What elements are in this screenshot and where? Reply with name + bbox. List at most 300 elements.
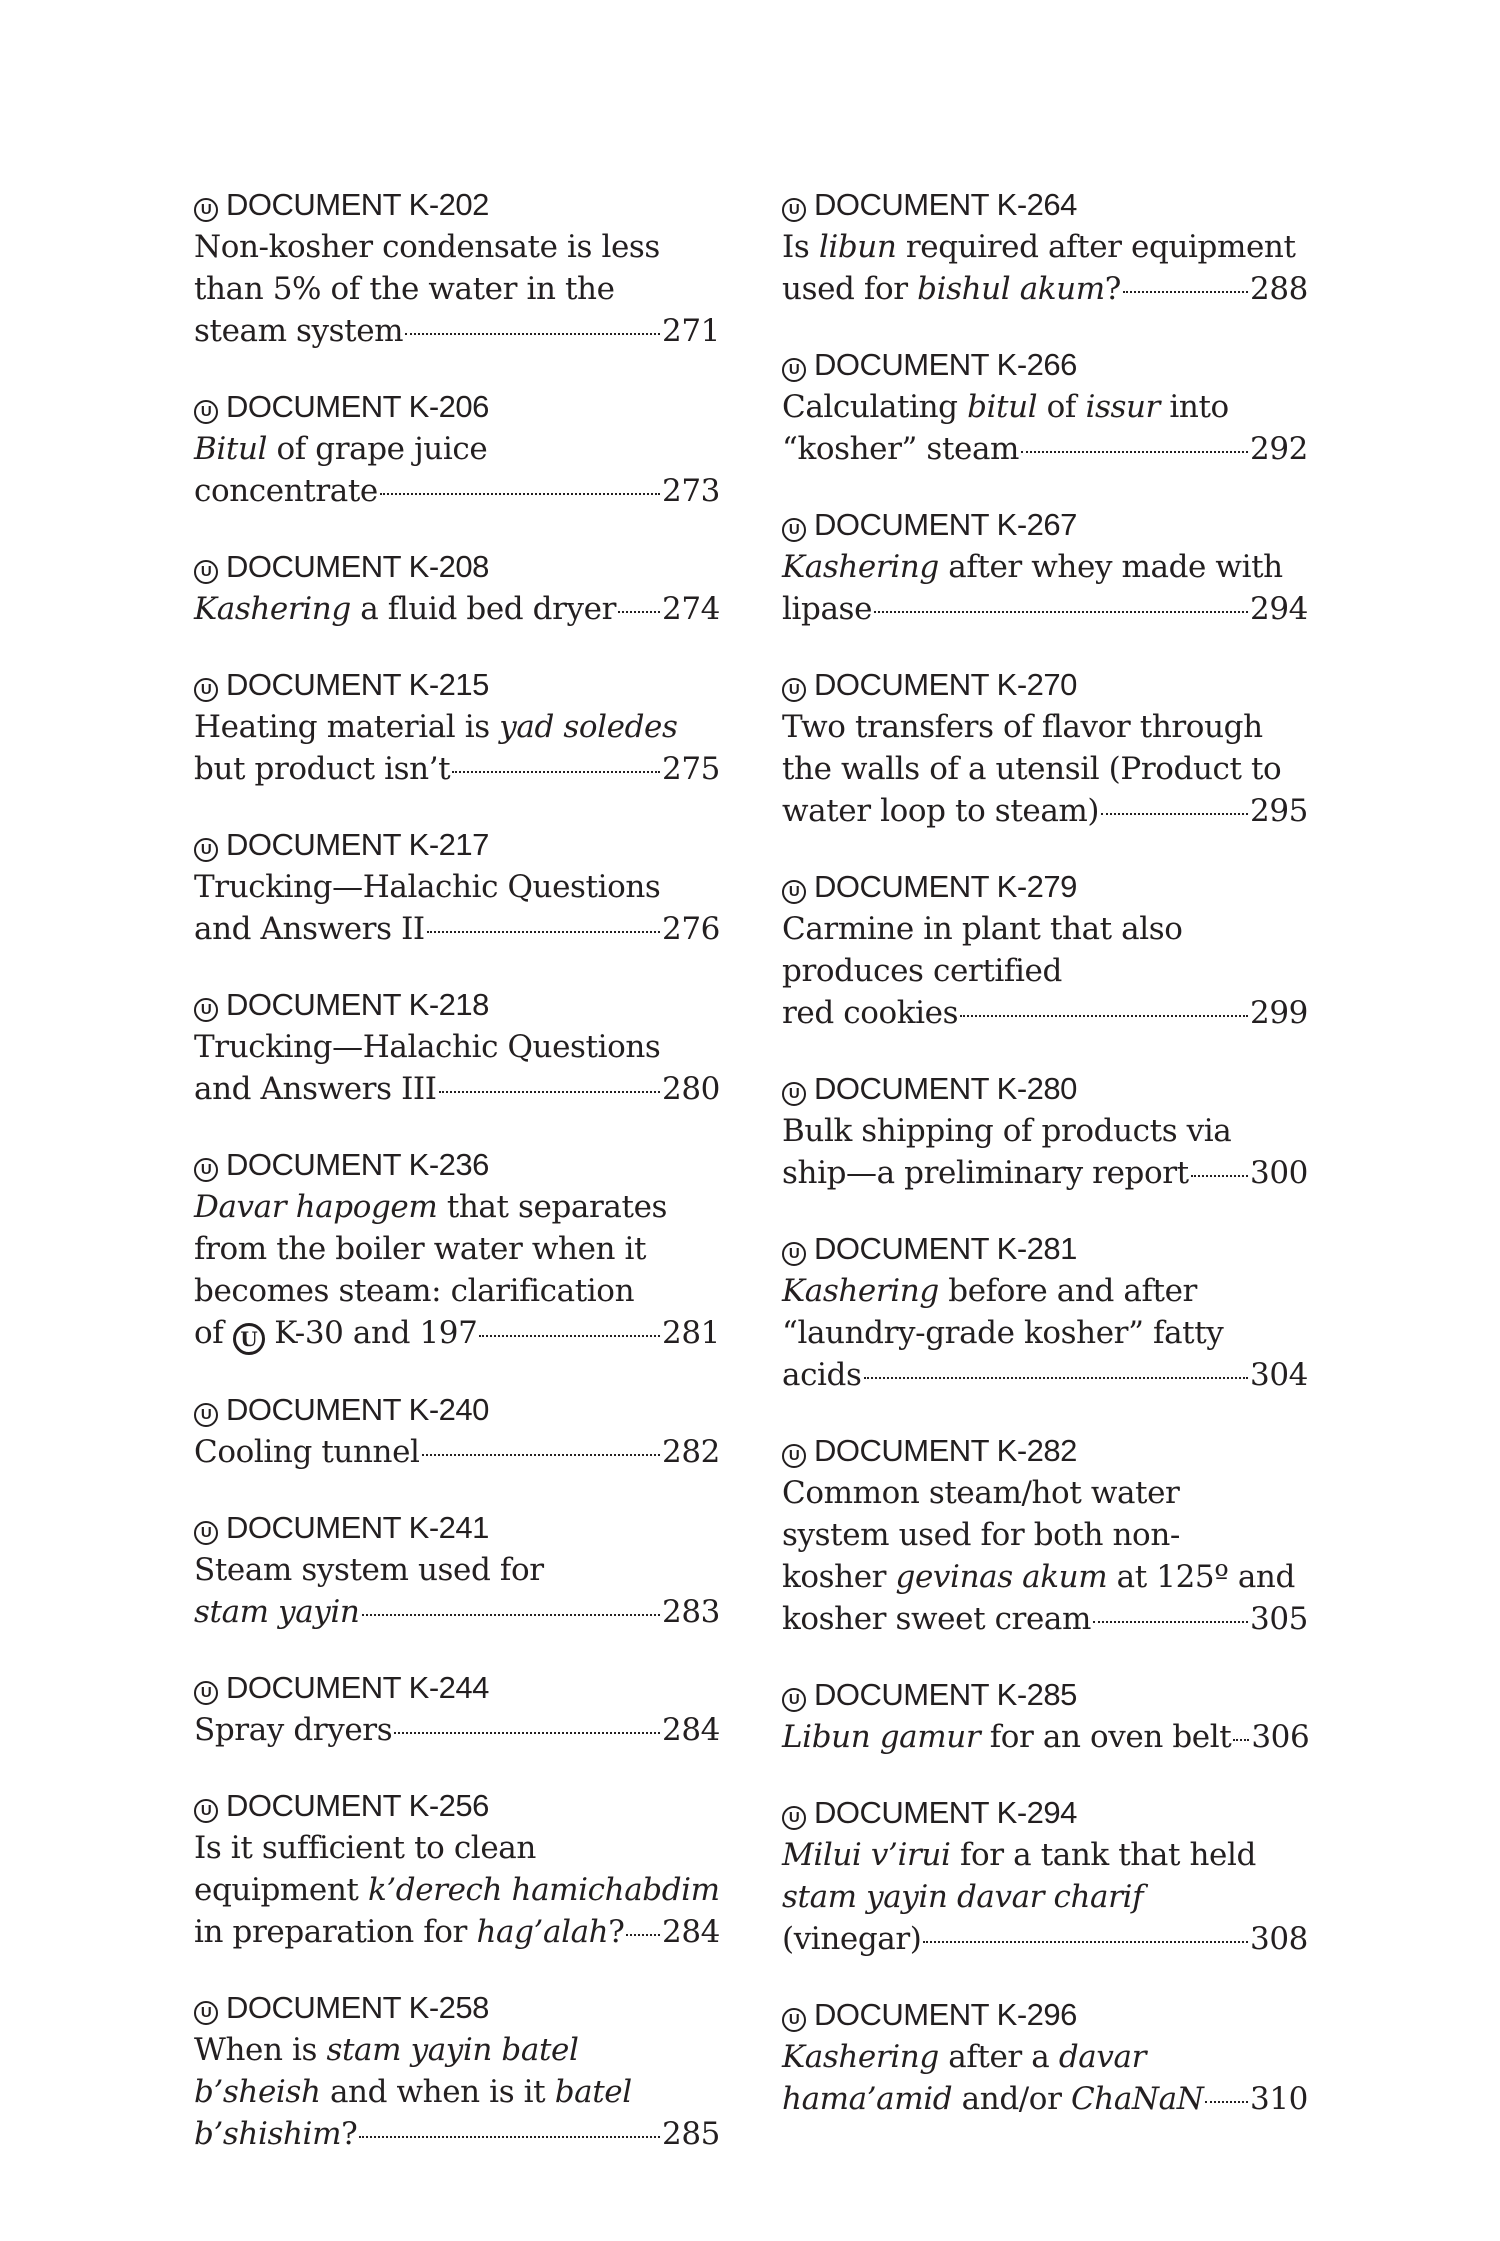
entry-title-text xyxy=(194,588,616,630)
title-segment: after whey made with xyxy=(938,549,1283,585)
page-number: 283 xyxy=(662,1594,720,1630)
title-segment: ? xyxy=(341,2116,358,2152)
entry-title-line xyxy=(782,748,1308,790)
title-segment: produces certified xyxy=(782,953,1062,989)
dot-leader xyxy=(626,1934,660,1936)
entry-title-text xyxy=(782,1918,921,1960)
toc-column-left xyxy=(194,184,720,2189)
italic-term: bishul akum xyxy=(917,271,1105,307)
title-segment: and when is it xyxy=(320,2074,555,2110)
entry-title-text xyxy=(782,790,1099,832)
entry-title-line xyxy=(782,1876,1308,1918)
entry-title-line xyxy=(782,226,1308,268)
page-number: 271 xyxy=(662,313,720,349)
page-number: 288 xyxy=(1250,271,1308,307)
title-segment: ? xyxy=(608,1914,625,1950)
document-number-text: DOCUMENT K-217 xyxy=(226,827,489,862)
entry-title-text xyxy=(194,1431,420,1473)
document-number xyxy=(194,664,720,706)
page-number: 284 xyxy=(662,1712,720,1748)
ou-symbol-icon: U xyxy=(194,1681,218,1705)
italic-term: Milui v’irui xyxy=(782,1837,951,1873)
dot-leader xyxy=(405,333,660,335)
dot-leader xyxy=(1101,813,1248,815)
document-number-text: DOCUMENT K-244 xyxy=(226,1670,489,1705)
toc-entry[interactable] xyxy=(782,344,1308,470)
toc-column-right xyxy=(782,184,1308,2154)
document-number-text: DOCUMENT K-256 xyxy=(226,1788,489,1823)
title-segment: Calculating xyxy=(782,389,968,425)
title-segment: before and after xyxy=(938,1273,1197,1309)
entry-title-text xyxy=(194,470,378,512)
document-number-text: DOCUMENT K-258 xyxy=(226,1990,489,2025)
title-segment: in preparation for xyxy=(194,1914,477,1950)
title-segment: the walls of a utensil (Product to xyxy=(782,751,1282,787)
entry-title-text xyxy=(782,2078,1203,2120)
page-number: 285 xyxy=(662,2116,720,2152)
toc-entry[interactable] xyxy=(194,184,720,352)
toc-entry[interactable] xyxy=(194,1389,720,1473)
dot-leader xyxy=(1021,451,1248,453)
page-number: 273 xyxy=(662,473,720,509)
dot-leader xyxy=(1205,2101,1248,2103)
entry-title-line xyxy=(194,1312,720,1355)
title-segment: into xyxy=(1159,389,1229,425)
entry-title-line xyxy=(782,706,1308,748)
entry-title-line xyxy=(194,866,720,908)
document-number xyxy=(194,386,720,428)
entry-title-line xyxy=(782,1834,1308,1876)
entry-title-line xyxy=(782,2078,1308,2120)
title-segment: Common steam/hot water xyxy=(782,1475,1180,1511)
page-number: 308 xyxy=(1250,1921,1308,1957)
document-number-text: DOCUMENT K-240 xyxy=(226,1392,489,1427)
entry-title-line xyxy=(782,1598,1308,1640)
document-number xyxy=(194,184,720,226)
title-segment: (vinegar) xyxy=(782,1921,922,1957)
italic-term: Kashering xyxy=(194,591,351,627)
document-number xyxy=(782,504,1308,546)
document-number-text: DOCUMENT K-281 xyxy=(814,1231,1077,1266)
title-segment: Two transfers of flavor through xyxy=(782,709,1263,745)
italic-term: stam yayin batel xyxy=(326,2032,579,2068)
italic-term: Kashering xyxy=(782,1273,939,1309)
toc-entry[interactable] xyxy=(782,866,1308,1034)
page-number: 292 xyxy=(1250,431,1308,467)
entry-title-text xyxy=(194,2113,357,2155)
entry-title-line xyxy=(194,2029,720,2071)
ou-symbol-icon: U xyxy=(194,198,218,222)
entry-title-line xyxy=(194,1827,720,1869)
italic-term: issur xyxy=(1085,389,1160,425)
document-number xyxy=(194,1667,720,1709)
entry-title-line xyxy=(782,2036,1308,2078)
ou-symbol-icon: U xyxy=(194,1799,218,1823)
title-segment: When is xyxy=(194,2032,327,2068)
title-segment: lipase xyxy=(782,591,873,627)
page-number: 294 xyxy=(1250,591,1308,627)
toc-entry[interactable] xyxy=(782,664,1308,832)
ou-symbol-icon: U xyxy=(782,1242,806,1266)
italic-term: Libun gamur xyxy=(782,1719,981,1755)
title-segment: for a tank that held xyxy=(950,1837,1256,1873)
toc-entry[interactable] xyxy=(194,664,720,790)
dot-leader xyxy=(960,1015,1248,1017)
dot-leader xyxy=(427,931,660,933)
entry-title-line xyxy=(194,706,720,748)
italic-term: hama’amid xyxy=(782,2081,953,2117)
entry-title-line xyxy=(782,1472,1308,1514)
entry-title-line xyxy=(194,470,720,512)
ou-symbol-icon: U xyxy=(233,1323,265,1355)
title-segment: Carmine in plant that also xyxy=(782,911,1183,947)
document-number xyxy=(194,984,720,1026)
document-number-text: DOCUMENT K-264 xyxy=(814,187,1077,222)
entry-title-line xyxy=(194,226,720,268)
document-number xyxy=(782,1228,1308,1270)
entry-title-line xyxy=(782,1270,1308,1312)
page-number: 305 xyxy=(1250,1601,1308,1637)
toc-entry[interactable] xyxy=(782,184,1308,310)
document-number xyxy=(194,546,720,588)
dot-leader xyxy=(394,1732,660,1734)
document-number-text: DOCUMENT K-270 xyxy=(814,667,1077,702)
entry-title-text xyxy=(782,1598,1091,1640)
title-segment: “laundry-grade kosher” fatty xyxy=(782,1315,1224,1351)
italic-term: b’shishim xyxy=(194,2116,342,2152)
toc-entry[interactable] xyxy=(782,1792,1308,1960)
toc-entry[interactable] xyxy=(782,1674,1308,1758)
title-segment: from the boiler water when it xyxy=(194,1231,647,1267)
document-number xyxy=(194,1507,720,1549)
dot-leader xyxy=(864,1377,1249,1379)
entry-title-line xyxy=(782,428,1308,470)
entry-title-line xyxy=(782,950,1308,992)
title-segment: for an oven belt xyxy=(980,1719,1232,1755)
dot-leader xyxy=(422,1454,660,1456)
page-number: 281 xyxy=(662,1315,720,1351)
italic-term: bitul xyxy=(967,389,1038,425)
entry-title-line xyxy=(782,1918,1308,1960)
document-number-text: DOCUMENT K-267 xyxy=(814,507,1077,542)
title-segment: Non-kosher condensate is less xyxy=(194,229,660,265)
title-segment: of xyxy=(194,1315,233,1351)
dot-leader xyxy=(1093,1621,1248,1623)
document-number-text: DOCUMENT K-202 xyxy=(226,187,489,222)
italic-term: Kashering xyxy=(782,549,939,585)
ou-symbol-icon: U xyxy=(782,1688,806,1712)
title-segment: a fluid bed dryer xyxy=(350,591,616,627)
title-segment: Steam system used for xyxy=(194,1552,544,1588)
entry-title-text xyxy=(194,908,425,950)
entry-title-text xyxy=(782,1354,862,1396)
toc-entry[interactable] xyxy=(782,1068,1308,1194)
entry-title-line xyxy=(194,1270,720,1312)
page-number: 275 xyxy=(662,751,720,787)
ou-symbol-icon: U xyxy=(782,1444,806,1468)
title-segment: and Answers III xyxy=(194,1071,437,1107)
page-number: 300 xyxy=(1250,1155,1308,1191)
title-segment: acids xyxy=(782,1357,862,1393)
title-segment: Is it sufficient to clean xyxy=(194,1830,536,1866)
entry-title-line xyxy=(194,2113,720,2155)
entry-title-text xyxy=(194,310,403,352)
title-segment: concentrate xyxy=(194,473,378,509)
ou-symbol-icon: U xyxy=(782,198,806,222)
document-number-text: DOCUMENT K-279 xyxy=(814,869,1077,904)
entry-title-line xyxy=(194,1186,720,1228)
document-number-text: DOCUMENT K-266 xyxy=(814,347,1077,382)
title-segment: of grape juice xyxy=(267,431,488,467)
document-number-text: DOCUMENT K-218 xyxy=(226,987,489,1022)
title-segment: Heating material is xyxy=(194,709,500,745)
dot-leader xyxy=(362,1614,661,1616)
ou-symbol-icon: U xyxy=(194,2001,218,2025)
page-number: 280 xyxy=(662,1071,720,1107)
entry-title-line xyxy=(782,1152,1308,1194)
document-number-text: DOCUMENT K-294 xyxy=(814,1795,1077,1830)
document-number xyxy=(782,184,1308,226)
document-number xyxy=(782,866,1308,908)
entry-title-line xyxy=(782,1354,1308,1396)
document-number xyxy=(194,1785,720,1827)
title-segment: steam system xyxy=(194,313,404,349)
entry-title-text xyxy=(782,428,1019,470)
ou-symbol-icon: U xyxy=(194,998,218,1022)
page-number: 276 xyxy=(662,911,720,947)
title-segment: than 5% of the water in the xyxy=(194,271,615,307)
entry-title-line xyxy=(194,310,720,352)
ou-symbol-icon: U xyxy=(194,1158,218,1182)
dot-leader xyxy=(1123,291,1248,293)
italic-term: stam yayin davar charif xyxy=(782,1879,1144,1915)
document-number-text: DOCUMENT K-296 xyxy=(814,1997,1077,2032)
entry-title-line xyxy=(194,1068,720,1110)
entry-title-text xyxy=(194,1068,437,1110)
italic-term: stam yayin xyxy=(194,1594,360,1630)
italic-term: Bitul xyxy=(194,431,268,467)
toc-entry[interactable] xyxy=(194,1144,720,1355)
ou-symbol-icon: U xyxy=(782,678,806,702)
entry-title-line xyxy=(194,1431,720,1473)
ou-symbol-icon: U xyxy=(194,1403,218,1427)
entry-title-line xyxy=(194,1591,720,1633)
document-number xyxy=(782,344,1308,386)
entry-title-line xyxy=(194,1869,720,1911)
dot-leader xyxy=(1233,1739,1249,1741)
document-number xyxy=(782,1430,1308,1472)
page-number: 295 xyxy=(1250,793,1308,829)
dot-leader xyxy=(479,1335,660,1337)
document-number-text: DOCUMENT K-208 xyxy=(226,549,489,584)
title-segment: and/or xyxy=(952,2081,1071,2117)
toc-entry[interactable] xyxy=(782,504,1308,630)
entry-title-text xyxy=(194,1312,477,1355)
entry-title-text xyxy=(782,1152,1189,1194)
page-number: 310 xyxy=(1250,2081,1308,2117)
title-segment: “kosher” steam xyxy=(782,431,1020,467)
entry-title-line xyxy=(782,790,1308,832)
title-segment: red cookies xyxy=(782,995,959,1031)
page-number: 274 xyxy=(662,591,720,627)
entry-title-line xyxy=(194,428,720,470)
entry-title-text xyxy=(194,1709,392,1751)
ou-symbol-icon: U xyxy=(782,518,806,542)
entry-title-line xyxy=(782,1110,1308,1152)
toc-entry[interactable] xyxy=(782,1994,1308,2120)
entry-title-text xyxy=(782,1716,1231,1758)
title-segment: at 125º and xyxy=(1107,1559,1295,1595)
document-number xyxy=(782,1068,1308,1110)
document-number-text: DOCUMENT K-280 xyxy=(814,1071,1077,1106)
title-segment: and Answers II xyxy=(194,911,425,947)
italic-term: libun xyxy=(818,229,897,265)
entry-title-line xyxy=(194,1228,720,1270)
title-segment: used for xyxy=(782,271,918,307)
dot-leader xyxy=(439,1091,660,1093)
title-segment: ship—a preliminary report xyxy=(782,1155,1189,1191)
toc-entry[interactable] xyxy=(194,1507,720,1633)
ou-symbol-icon: U xyxy=(782,358,806,382)
title-segment: Trucking—Halachic Questions xyxy=(194,1029,661,1065)
entry-title-line xyxy=(194,1709,720,1751)
entry-title-text xyxy=(194,1591,360,1633)
page-number: 282 xyxy=(662,1434,720,1470)
document-number xyxy=(782,664,1308,706)
dot-leader xyxy=(452,771,660,773)
toc-entry[interactable] xyxy=(194,1667,720,1751)
ou-symbol-icon: U xyxy=(194,838,218,862)
toc-entry[interactable] xyxy=(782,1228,1308,1396)
toc-entry[interactable] xyxy=(782,1430,1308,1640)
entry-title-line xyxy=(782,1716,1308,1758)
title-segment: Trucking—Halachic Questions xyxy=(194,869,661,905)
document-number xyxy=(194,824,720,866)
toc-entry[interactable] xyxy=(194,1785,720,1953)
document-number-text: DOCUMENT K-215 xyxy=(226,667,489,702)
entry-title-line xyxy=(782,546,1308,588)
dot-leader xyxy=(618,611,660,613)
title-segment: Is xyxy=(782,229,819,265)
title-segment: Cooling tunnel xyxy=(194,1434,420,1470)
entry-title-line xyxy=(194,2071,720,2113)
dot-leader xyxy=(874,611,1248,613)
italic-term: Davar hapogem xyxy=(194,1189,438,1225)
entry-title-text xyxy=(782,268,1121,310)
document-number-text: DOCUMENT K-285 xyxy=(814,1677,1077,1712)
title-segment: ? xyxy=(1104,271,1121,307)
toc-entry[interactable] xyxy=(194,546,720,630)
entry-title-line xyxy=(782,268,1308,310)
title-segment: Spray dryers xyxy=(194,1712,393,1748)
italic-term: b’sheish xyxy=(194,2074,321,2110)
italic-term: davar xyxy=(1058,2039,1146,2075)
entry-title-line xyxy=(782,588,1308,630)
entry-title-line xyxy=(194,748,720,790)
document-number xyxy=(782,1674,1308,1716)
dot-leader xyxy=(359,2136,660,2138)
document-number-text: DOCUMENT K-236 xyxy=(226,1147,489,1182)
title-segment: system used for both non- xyxy=(782,1517,1180,1553)
document-number xyxy=(782,1792,1308,1834)
entry-title-text xyxy=(782,588,872,630)
ou-symbol-icon: U xyxy=(782,880,806,904)
italic-term: ChaNaN xyxy=(1070,2081,1204,2117)
italic-term: Kashering xyxy=(782,2039,939,2075)
ou-symbol-icon: U xyxy=(782,1082,806,1106)
entry-title-line xyxy=(782,1556,1308,1598)
italic-term: yad soledes xyxy=(499,709,678,745)
title-segment: that separates xyxy=(437,1189,668,1225)
title-segment: after a xyxy=(938,2039,1059,2075)
toc-entry[interactable] xyxy=(194,1987,720,2155)
toc-entry[interactable] xyxy=(194,386,720,512)
document-number xyxy=(194,1389,720,1431)
entry-title-line xyxy=(782,1312,1308,1354)
entry-title-line xyxy=(194,1911,720,1953)
entry-title-line xyxy=(782,386,1308,428)
title-segment: kosher sweet cream xyxy=(782,1601,1091,1637)
dot-leader xyxy=(923,1941,1248,1943)
entry-title-line xyxy=(194,908,720,950)
italic-term: k’derech hamichabdim xyxy=(367,1872,720,1908)
dot-leader xyxy=(380,493,660,495)
dot-leader xyxy=(1191,1175,1248,1177)
page-number: 304 xyxy=(1250,1357,1308,1393)
title-segment: becomes steam: clarification xyxy=(194,1273,635,1309)
entry-title-line xyxy=(194,588,720,630)
page-number: 299 xyxy=(1250,995,1308,1031)
italic-term: batel xyxy=(554,2074,632,2110)
ou-symbol-icon: U xyxy=(194,400,218,424)
title-segment: Bulk shipping of products via xyxy=(782,1113,1232,1149)
title-segment: required after equipment xyxy=(896,229,1296,265)
title-segment: but product isn’t xyxy=(194,751,451,787)
document-number-text: DOCUMENT K-241 xyxy=(226,1510,489,1545)
page-number: 306 xyxy=(1251,1719,1310,1755)
entry-title-line xyxy=(194,1549,720,1591)
document-number-text: DOCUMENT K-282 xyxy=(814,1433,1077,1468)
entry-title-text xyxy=(782,992,958,1034)
page-number: 284 xyxy=(662,1914,720,1950)
title-segment: of xyxy=(1037,389,1086,425)
document-number xyxy=(194,1987,720,2029)
entry-title-text xyxy=(194,748,450,790)
toc-entry[interactable] xyxy=(194,984,720,1110)
italic-term: hag’alah xyxy=(476,1914,609,1950)
ou-symbol-icon: U xyxy=(194,1521,218,1545)
ou-symbol-icon: U xyxy=(782,2008,806,2032)
entry-title-line xyxy=(782,1514,1308,1556)
entry-title-text xyxy=(194,1911,624,1953)
ou-symbol-icon: U xyxy=(194,560,218,584)
title-segment: water loop to steam) xyxy=(782,793,1100,829)
document-number xyxy=(194,1144,720,1186)
entry-title-line xyxy=(194,1026,720,1068)
entry-title-line xyxy=(782,908,1308,950)
title-segment: K-30 and 197 xyxy=(264,1315,478,1351)
title-segment: equipment xyxy=(194,1872,368,1908)
italic-term: gevinas akum xyxy=(895,1559,1108,1595)
ou-symbol-icon: U xyxy=(194,678,218,702)
entry-title-line xyxy=(194,268,720,310)
entry-title-line xyxy=(782,992,1308,1034)
ou-symbol-icon: U xyxy=(782,1806,806,1830)
toc-entry[interactable] xyxy=(194,824,720,950)
title-segment: kosher xyxy=(782,1559,896,1595)
document-number xyxy=(782,1994,1308,2036)
document-number-text: DOCUMENT K-206 xyxy=(226,389,489,424)
